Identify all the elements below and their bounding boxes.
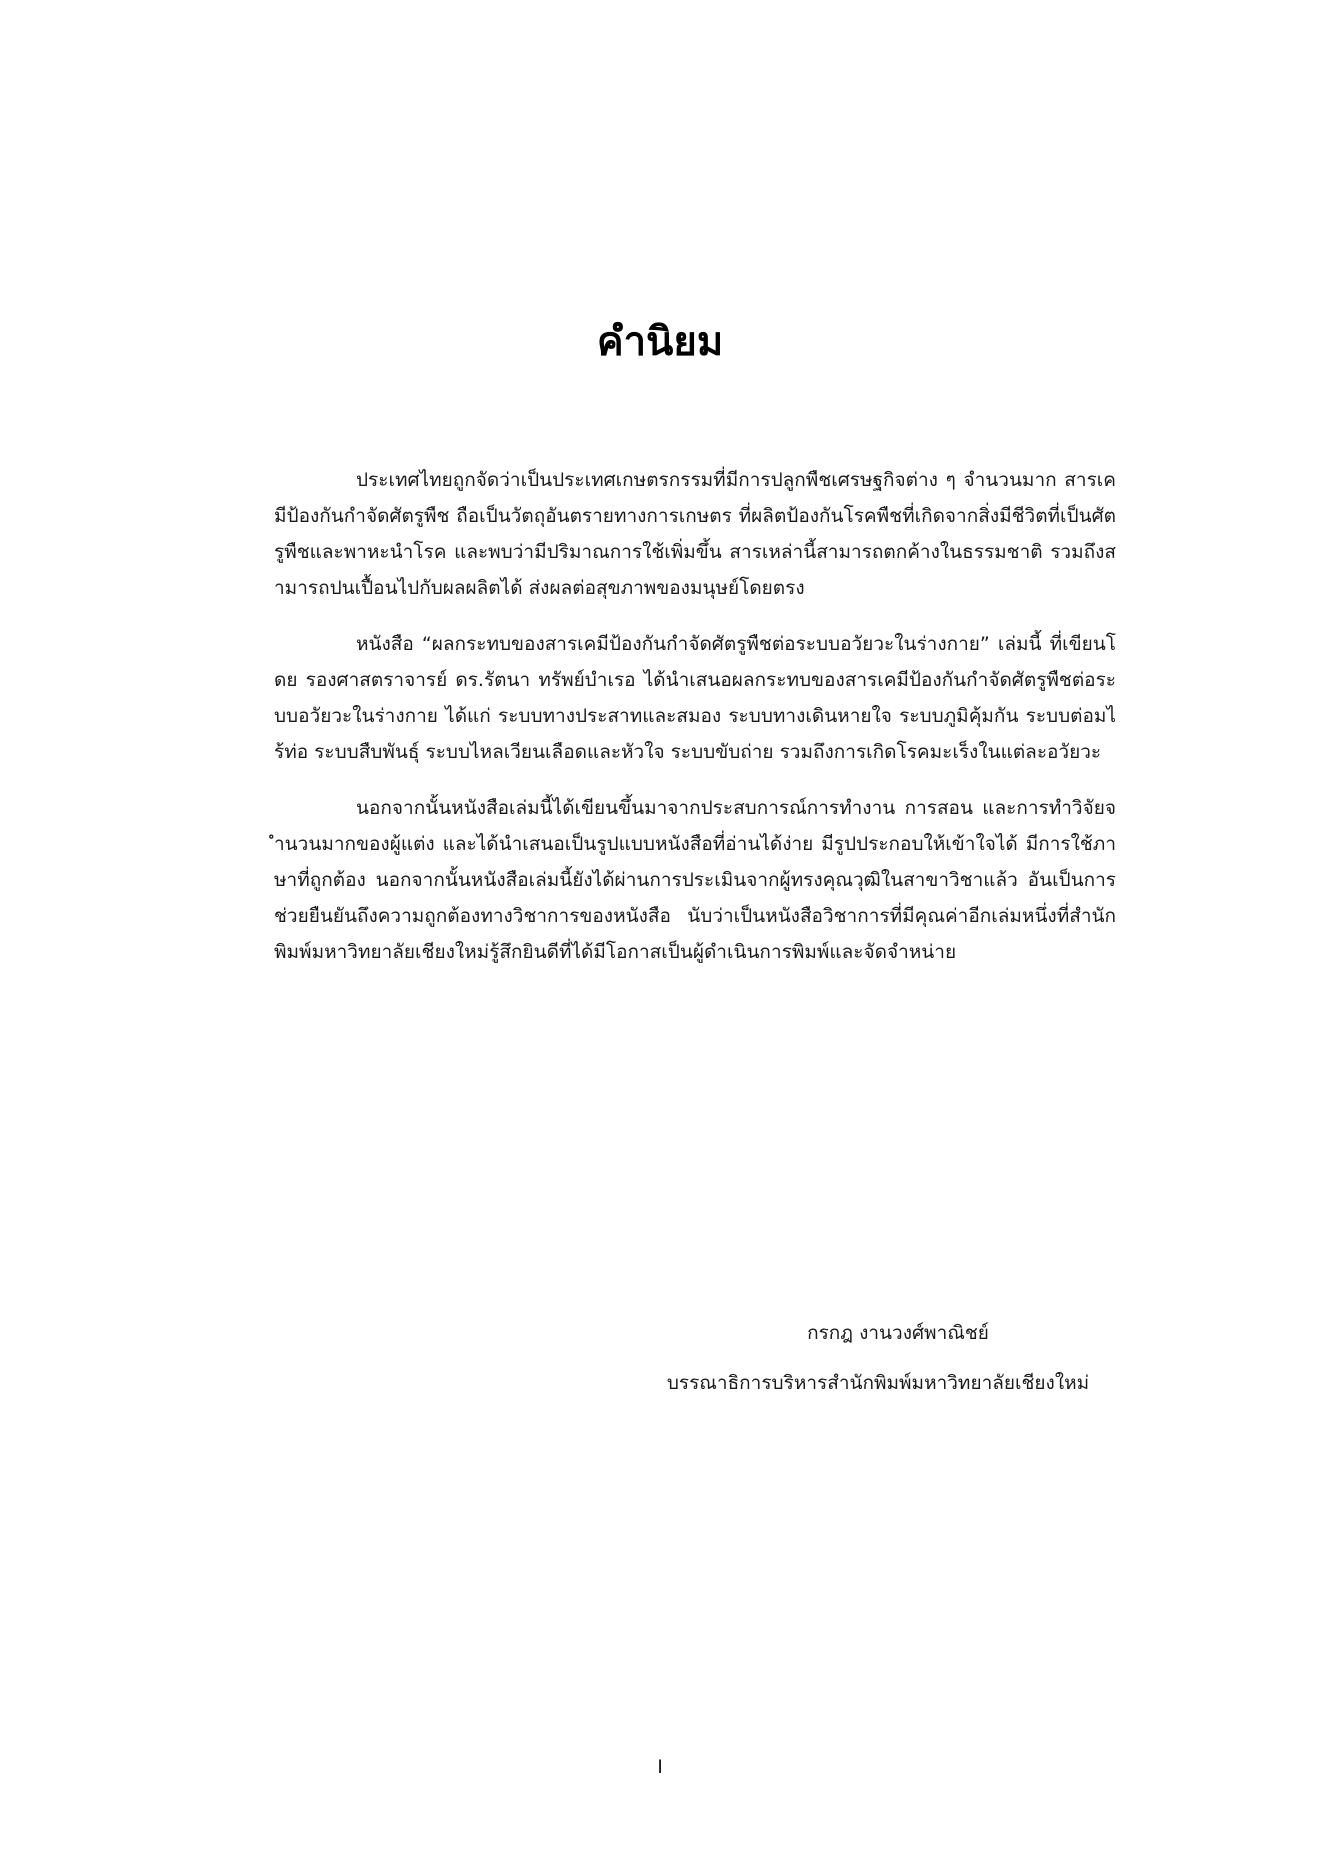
paragraph-1: ประเทศไทยถูกจัดว่าเป็นประเทศเกษตรกรรมที่มีการปลูกพืชเศรษฐกิจต่าง ๆ จำนวนมาก สารเคมีป้องกันกำจัดศัตรูพืช ถือเป็นวัตถุอันตรายทางการเกษตร ที่ผลิตป้องกันโรคพืชที่เกิดจากสิ่งมีชีวิตที่เป็นศัตรูพืชและพาหะนำโรค และพบว่ามีปริมาณการใช้เพิ่มขึ้น สารเหล่านี้สามารถตกค้างในธรรมชาติ รวมถึงสามารถปนเปื้อนไปกับผลผลิตได้ ส่งผลต่อสุขภาพของมนุษย์โดยตรง bbox=[274, 469, 1116, 599]
paragraph-2: หนังสือ “ผลกระทบของสารเคมีป้องกันกำจัดศัตรูพืชต่อระบบอวัยวะในร่างกาย” เล่มนี้ ที่เขียนโดย รองศาสตราจารย์ ดร.รัตนา ทรัพย์บำเรอ ได้นำเสนอผลกระทบของสารเคมีป้องกันกำจัดศัตรูพืชต่อระบบอวัยวะในร่างกาย ได้แก่ ระบบทางประสาทและสมอง ระบบทางเดินหายใจ ระบบภูมิคุ้มกัน ระบบต่อมไร้ท่อ ระบบสืบพันธุ์ ระบบไหลเวียนเลือดและหัวใจ ระบบขับถ่าย รวมถึงการเกิดโรคมะเร็งในแต่ละอวัยวะ bbox=[274, 633, 1116, 763]
foreword-body bbox=[274, 462, 1116, 990]
signatory-name: กรกฎ งานวงศ์พาณิชย์ bbox=[807, 1322, 989, 1344]
signature-block bbox=[640, 1308, 1116, 1408]
page-title: คำนิยม bbox=[596, 319, 724, 365]
paragraph-3: นอกจากนั้นหนังสือเล่มนี้ได้เขียนขึ้นมาจากประสบการณ์การทำงาน การสอน และการทำวิจัยจำนวนมากของผู้แต่ง และได้นำเสนอเป็นรูปแบบหนังสือที่อ่านได้ง่าย มีรูปประกอบให้เข้าใจได้ มีการใช้ภาษาที่ถูกต้อง นอกจากนั้นหนังสือเล่มนี้ยังได้ผ่านการประเมินจากผู้ทรงคุณวุฒิในสาขาวิชาแล้ว อันเป็นการช่วยยืนยันถึงความถูกต้องทางวิชาการของหนังสือ นับว่าเป็นหนังสือวิชาการที่มีคุณค่าอีกเล่มหนึ่งที่สำนักพิมพ์มหาวิทยาลัยเชียงใหม่รู้สึกยินดีที่ได้มีโอกาสเป็นผู้ดำเนินการพิมพ์และจัดจำหน่าย bbox=[274, 797, 1116, 963]
page-number: I bbox=[657, 1756, 663, 1778]
signatory-position: บรรณาธิการบริหารสำนักพิมพ์มหาวิทยาลัยเชียงใหม่ bbox=[666, 1372, 1090, 1394]
